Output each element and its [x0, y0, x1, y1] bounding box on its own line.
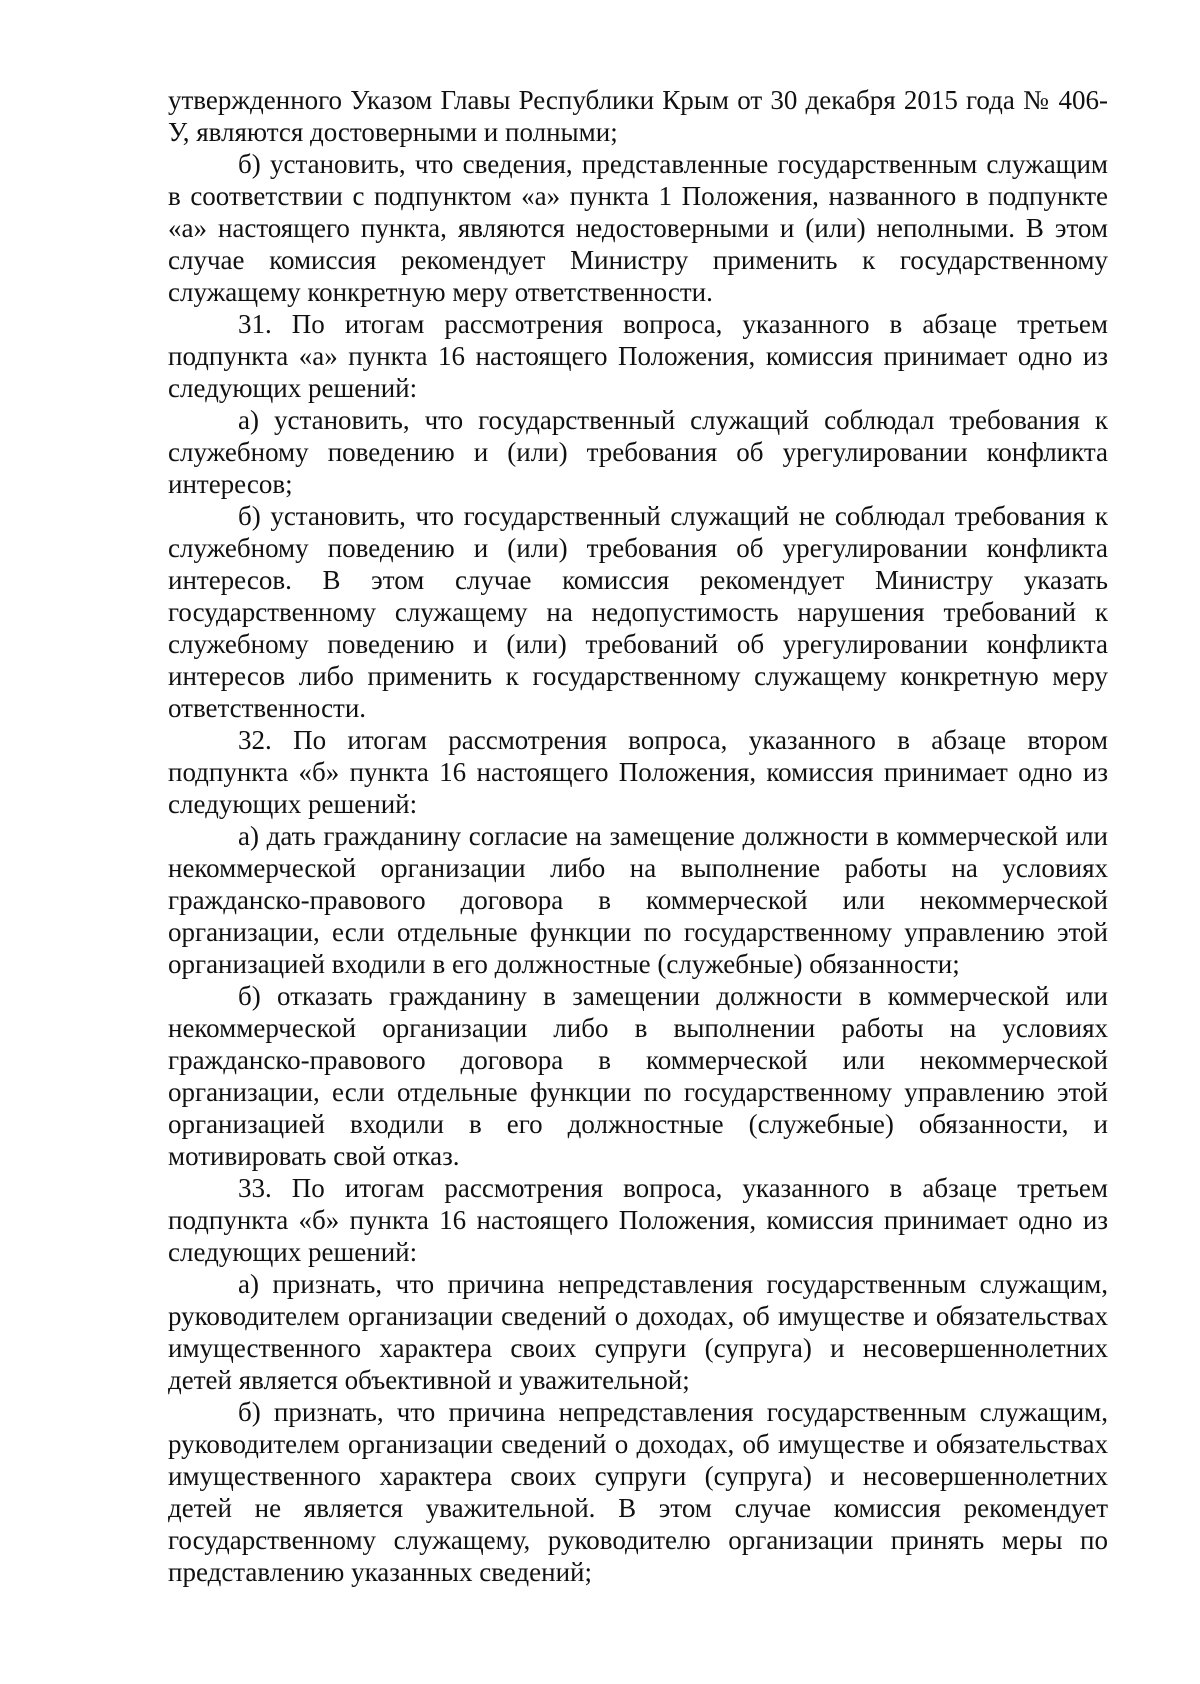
paragraph-item-32-b: б) отказать гражданину в замещении должности в коммерческой или некоммерческой организации либо в выполнении работы на условиях гражданско-правового договора в коммерческой или некоммерческой организации, если отдельные функции по государственному управлению этой организацией входили в его должностные (служебные) обязанности, и мотивировать свой отказ. — [168, 981, 1108, 1171]
document-page — [168, 84, 1108, 1588]
paragraph-item-32: 32. По итогам рассмотрения вопроса, указанного в абзаце втором подпункта «б» пункта 16 настоящего Положения, комиссия принимает одно из следующих решений: — [168, 725, 1108, 819]
paragraph-item-31: 31. По итогам рассмотрения вопроса, указанного в абзаце третьем подпункта «а» пункта 16 настоящего Положения, комиссия принимает одно из следующих решений: — [168, 309, 1108, 403]
paragraph-item-31-b: б) установить, что государственный служащий не соблюдал требования к служебному поведению и (или) требования об урегулировании конфликта интересов. В этом случае комиссия рекомендует Министру указать государственному служащему на недопустимость нарушения требований к служебному поведению и (или) требований об урегулировании конфликта интересов либо применить к государственному служащему конкретную меру ответственности. — [168, 501, 1108, 723]
paragraph-item-33-b: б) признать, что причина непредставления государственным служащим, руководителем организации сведений о доходах, об имуществе и обязательствах имущественного характера своих супруги (супруга) и несовершеннолетних детей не является уважительной. В этом случае комиссия рекомендует государственному служащему, руководителю организации принять меры по представлению указанных сведений; — [168, 1397, 1108, 1587]
paragraph-item-31-a: а) установить, что государственный служащий соблюдал требования к служебному поведению и (или) требования об урегулировании конфликта интересов; — [168, 405, 1108, 499]
paragraph-item-33-a: а) признать, что причина непредставления государственным служащим, руководителем организации сведений о доходах, об имуществе и обязательствах имущественного характера своих супруги (супруга) и несовершеннолетних детей является объективной и уважительной; — [168, 1269, 1108, 1395]
paragraph-subpoint-b-unreliable-info: б) установить, что сведения, представленные государственным служащим в соответствии с подпунктом «а» пункта 1 Положения, названного в подпункте «а» настоящего пункта, являются недостоверными и (или) неполными. В этом случае комиссия рекомендует Министру применить к государственному служащему конкретную меру ответственности. — [168, 149, 1108, 307]
paragraph-item-33: 33. По итогам рассмотрения вопроса, указанного в абзаце третьем подпункта «б» пункта 16 настоящего Положения, комиссия принимает одно из следующих решений: — [168, 1173, 1108, 1267]
paragraph-item-32-a: а) дать гражданину согласие на замещение должности в коммерческой или некоммерческой организации либо на выполнение работы на условиях гражданско-правового договора в коммерческой или некоммерческой организации, если отдельные функции по государственному управлению этой организацией входили в его должностные (служебные) обязанности; — [168, 821, 1108, 979]
paragraph-continuation-decree: утвержденного Указом Главы Республики Крым от 30 декабря 2015 года № 406-У, являются достоверными и полными; — [168, 85, 1108, 147]
